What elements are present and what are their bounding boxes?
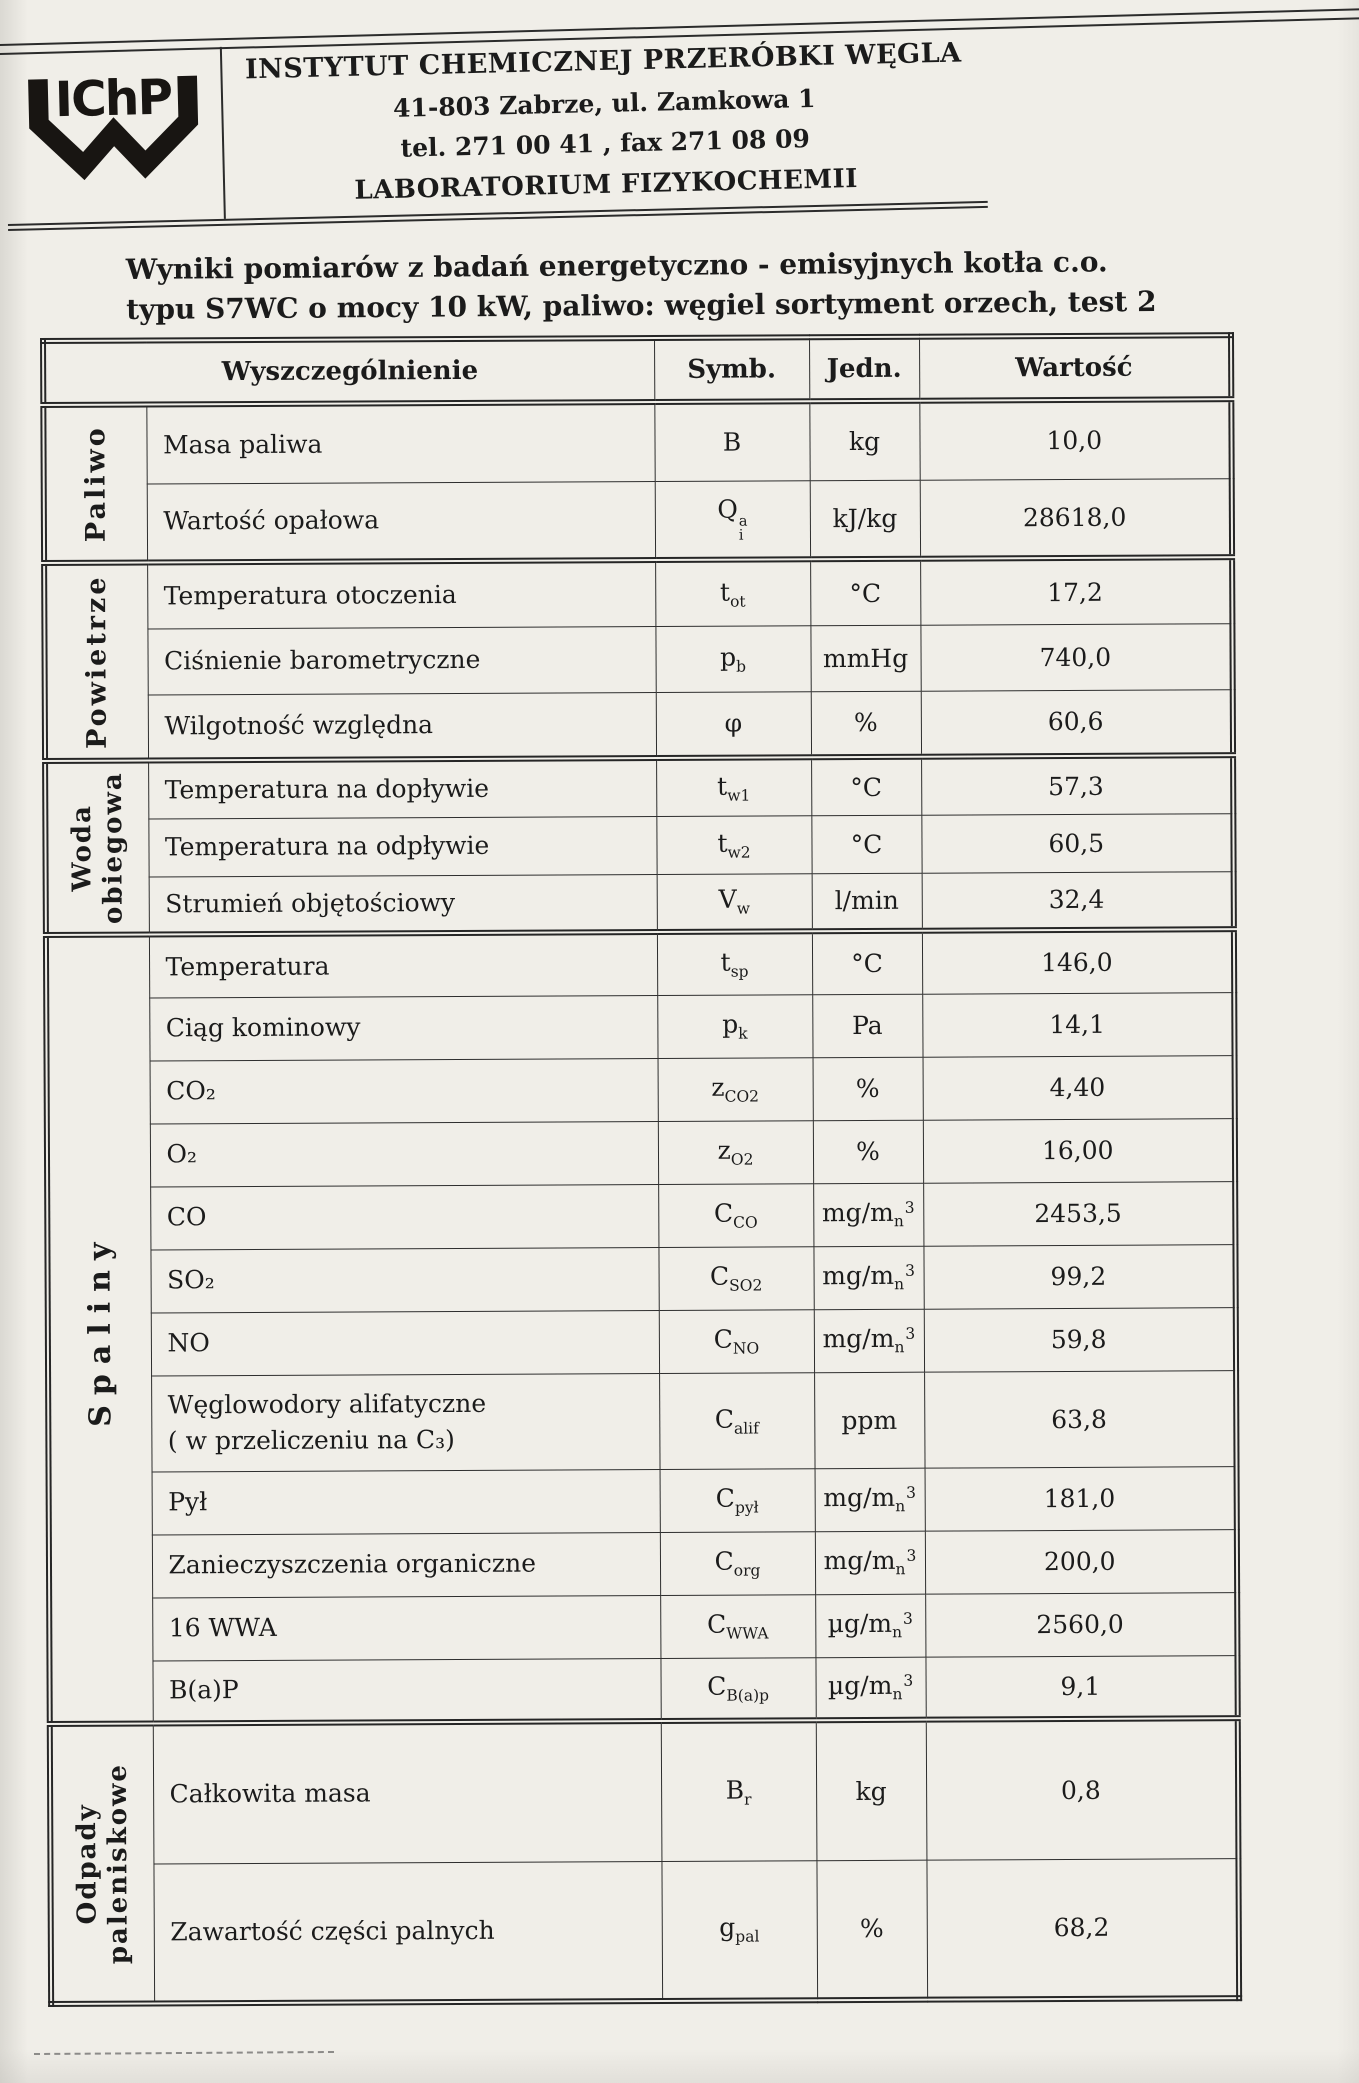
- table-row: [48, 1307, 1236, 1376]
- row-specification: 16 WWA: [152, 1595, 660, 1660]
- laboratory-name: LABORATORIUM FIZYKOCHEMII: [354, 163, 859, 206]
- row-value: 740,0: [920, 623, 1232, 691]
- table-row: [46, 871, 1234, 935]
- row-unit: °C: [811, 815, 921, 874]
- scan-artifact: [34, 2051, 334, 2055]
- row-specification: Całkowita masa: [153, 1721, 662, 1863]
- row-symbol: $C_{B(a)p}$: [660, 1657, 815, 1721]
- row-unit: kg: [809, 401, 919, 481]
- row-unit: °C: [810, 559, 920, 626]
- col-header-unit: Jedn.: [809, 337, 919, 402]
- row-unit: $mg/m_n^3$: [815, 1468, 925, 1532]
- row-symbol: B: [654, 401, 809, 481]
- institute-address: 41-803 Zabrze, ul. Zamkowa 1: [392, 83, 816, 123]
- logo-letters: IChP: [54, 69, 172, 129]
- letterhead: [4, 29, 988, 231]
- row-unit: $mg/m_n^3$: [813, 1183, 923, 1247]
- row-unit: %: [813, 1057, 923, 1121]
- row-value: 10,0: [919, 399, 1231, 480]
- row-symbol: $B_r$: [661, 1720, 817, 1861]
- row-specification: Węglowodory alifatyczne ( w przeliczeniu na C₃): [151, 1373, 659, 1471]
- row-symbol: $V_w$: [657, 873, 812, 932]
- group-label-woda-obiegowa: Woda obiegowa: [45, 760, 149, 935]
- row-specification: Wilgotność względna: [148, 692, 656, 760]
- table-row: [44, 478, 1232, 563]
- row-specification: Ciśnienie barometryczne: [147, 626, 655, 694]
- row-unit: %: [811, 691, 921, 758]
- row-symbol: $t_{w2}$: [656, 815, 811, 874]
- table-row: [49, 1592, 1237, 1661]
- col-header-symbol: Symb.: [654, 337, 809, 402]
- row-specification: Zawartość części palnych: [153, 1861, 662, 2003]
- group-label-spaliny: Spaliny: [46, 934, 153, 1723]
- row-unit: %: [816, 1860, 927, 2001]
- row-unit: $mg/m_n^3$: [813, 1246, 923, 1310]
- row-value: 28618,0: [920, 478, 1232, 559]
- row-symbol: $p_k$: [657, 994, 812, 1058]
- document-title: [126, 242, 1157, 330]
- row-symbol: $t_{w1}$: [656, 757, 811, 816]
- group-label-paliwo: Paliwo: [43, 404, 147, 563]
- table-row: [44, 623, 1232, 695]
- row-specification: Temperatura na odpływie: [148, 816, 656, 876]
- row-value: 59,8: [924, 1307, 1236, 1372]
- row-unit: kg: [816, 1720, 927, 1861]
- row-unit: Pa: [812, 994, 922, 1058]
- letterhead-text: [222, 29, 988, 219]
- row-unit: kJ/kg: [810, 480, 920, 560]
- row-unit: °C: [811, 757, 921, 816]
- table-row: [44, 557, 1232, 629]
- title-line-2: typu S7WC o mocy 10 kW, paliwo: węgiel sortyment orzech, test 2: [126, 284, 1157, 326]
- row-value: 57,3: [921, 755, 1233, 815]
- table-row: [48, 1370, 1236, 1472]
- row-unit: ppm: [814, 1372, 924, 1469]
- row-specification: Temperatura na dopływie: [148, 758, 656, 818]
- institute-name: INSTYTUT CHEMICZNEJ PRZERÓBKI WĘGLA: [244, 37, 962, 86]
- group-label-odpady-paleniskowe: Odpady paleniskowe: [50, 1723, 154, 2004]
- row-unit: mmHg: [810, 625, 920, 692]
- row-unit: l/min: [812, 873, 922, 932]
- row-value: 68,2: [926, 1858, 1239, 2000]
- institute-contact: tel. 271 00 41 , fax 271 08 09: [400, 124, 811, 164]
- row-specification: Zanieczyszczenia organiczne: [152, 1532, 660, 1597]
- row-unit: $mg/m_n^3$: [814, 1309, 924, 1373]
- row-symbol: $C_{SO2}$: [658, 1246, 813, 1310]
- row-value: 9,1: [925, 1655, 1237, 1720]
- row-specification: B(a)P: [152, 1658, 660, 1723]
- row-unit: %: [813, 1120, 923, 1184]
- row-value: 0,8: [926, 1718, 1239, 1860]
- group-label-powietrze: Powietrze: [44, 562, 148, 761]
- row-value: 60,5: [921, 813, 1233, 873]
- row-symbol: $C_{CO}$: [658, 1183, 813, 1247]
- row-symbol: $t_{sp}$: [657, 931, 812, 995]
- table-row: [45, 813, 1233, 877]
- row-specification: Pył: [152, 1469, 660, 1534]
- row-symbol: $C_{pył}$: [660, 1468, 815, 1532]
- row-value: 17,2: [920, 557, 1232, 625]
- table-row: [46, 992, 1234, 1061]
- row-unit: $\mu g/m_n^3$: [815, 1594, 925, 1658]
- row-symbol: $C_{WWA}$: [660, 1594, 815, 1658]
- row-unit: $\mu g/m_n^3$: [815, 1657, 925, 1721]
- table-row: [49, 1655, 1237, 1724]
- row-value: 99,2: [923, 1244, 1235, 1309]
- row-specification: NO: [151, 1310, 659, 1375]
- row-value: 2560,0: [925, 1592, 1237, 1657]
- row-unit: °C: [812, 931, 922, 995]
- table-row: [45, 689, 1233, 761]
- row-specification: Temperatura otoczenia: [147, 560, 655, 628]
- row-symbol: $z_{CO2}$: [658, 1057, 813, 1121]
- row-specification: Ciąg kominowy: [149, 995, 657, 1060]
- row-specification: CO₂: [150, 1058, 658, 1123]
- row-unit: $mg/m_n^3$: [815, 1531, 925, 1595]
- row-value: 60,6: [921, 689, 1233, 757]
- table-row: [49, 1529, 1237, 1598]
- table-row: [47, 1055, 1235, 1124]
- results-table: [40, 332, 1242, 2007]
- row-specification: CO: [150, 1184, 658, 1249]
- row-symbol: φ: [656, 691, 811, 758]
- row-value: 2453,5: [923, 1181, 1235, 1246]
- row-specification: SO₂: [150, 1247, 658, 1312]
- row-value: 63,8: [924, 1370, 1236, 1468]
- table-row: [45, 755, 1233, 819]
- row-symbol: $C_{org}$: [660, 1531, 815, 1595]
- row-symbol: Q a i: [655, 480, 810, 560]
- row-value: 14,1: [922, 992, 1234, 1057]
- row-value: 16,00: [923, 1118, 1235, 1183]
- table-row: [50, 1718, 1239, 1864]
- ichpw-logo: [14, 57, 214, 214]
- table-row: [43, 399, 1231, 484]
- logo-cell: [4, 47, 226, 224]
- table-row: [50, 1858, 1239, 2004]
- table-header-row: [43, 335, 1231, 405]
- col-header-specification: Wyszczególnienie: [43, 338, 654, 405]
- table-row: [47, 1244, 1235, 1313]
- table-row: [46, 929, 1234, 998]
- table-row: [49, 1466, 1237, 1535]
- row-value: 32,4: [922, 871, 1234, 931]
- row-symbol: $C_{alif}$: [659, 1372, 814, 1469]
- row-value: 4,40: [923, 1055, 1235, 1120]
- row-specification: Temperatura: [149, 932, 657, 997]
- col-header-value: Wartość: [919, 335, 1231, 401]
- row-specification: Masa paliwa: [146, 402, 654, 483]
- row-symbol: $C_{NO}$: [659, 1309, 814, 1373]
- row-symbol: $g_{pal}$: [661, 1860, 817, 2001]
- row-symbol: $t_{ot}$: [655, 559, 810, 626]
- title-line-1: Wyniki pomiarów z badań energetyczno - emisyjnych kotła c.o.: [125, 245, 1108, 287]
- row-value: 181,0: [925, 1466, 1237, 1531]
- row-specification: Strumień objętościowy: [149, 874, 657, 934]
- row-value: 146,0: [922, 929, 1234, 994]
- table-row: [47, 1181, 1235, 1250]
- row-value: 200,0: [925, 1529, 1237, 1594]
- row-symbol: $z_{O2}$: [658, 1120, 813, 1184]
- row-symbol: $p_b$: [655, 625, 810, 692]
- row-specification: Wartość opałowa: [147, 481, 655, 562]
- table-row: [47, 1118, 1235, 1187]
- row-specification: O₂: [150, 1121, 658, 1186]
